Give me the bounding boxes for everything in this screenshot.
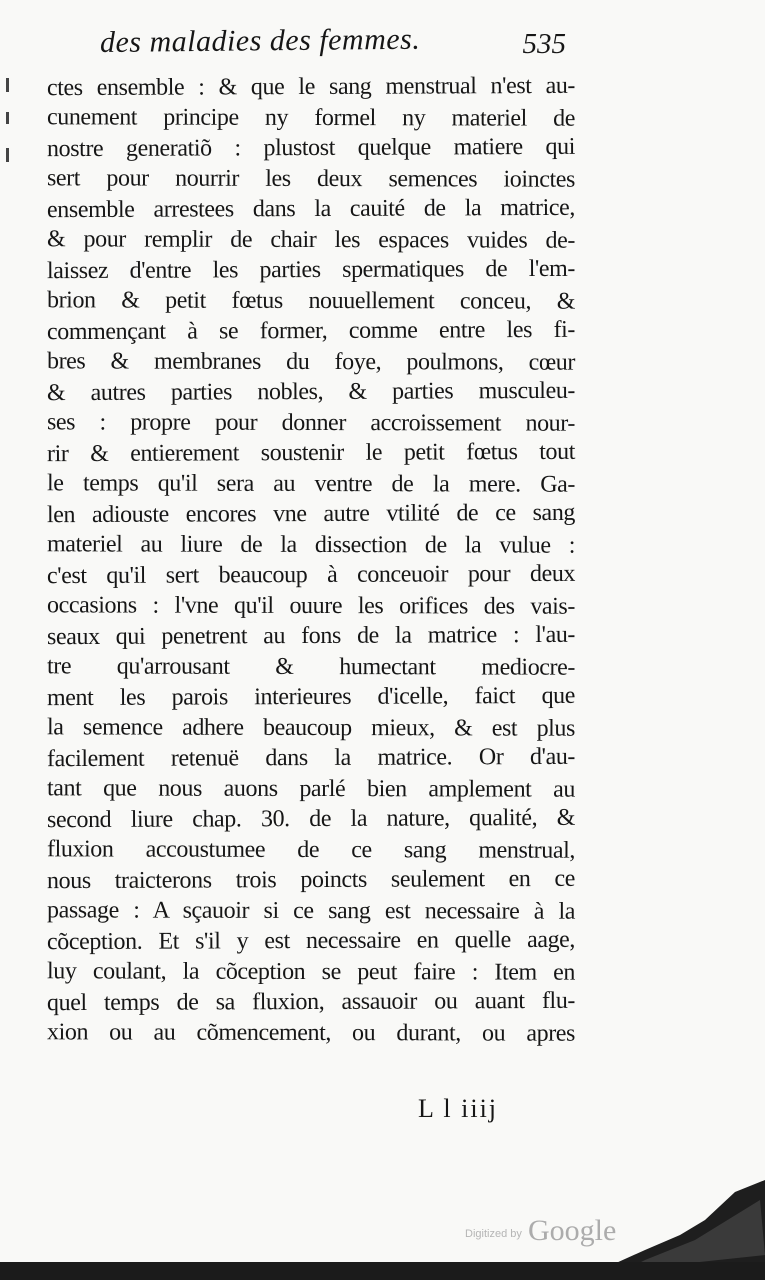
text-line: laissez d'entre les parties spermatiques de l'em- bbox=[46, 255, 576, 285]
running-head bbox=[99, 22, 566, 66]
page-number: 535 bbox=[522, 28, 566, 60]
text-line: quel temps de sa fluxion, assauoir ou auant flu- bbox=[46, 987, 576, 1017]
text-line: nous traicterons trois poincts seulement en ce bbox=[46, 865, 576, 895]
text-line: tre qu'arrousant & humectant mediocre- bbox=[46, 652, 576, 681]
text-line: sert pour nourrir les deux semences ioinctes bbox=[46, 164, 576, 193]
text-line: ment les parois interieures d'icelle, faict que bbox=[46, 682, 576, 712]
text-line: commençant à se former, comme entre les fi- bbox=[46, 316, 576, 346]
text-line: tant que nous auons parlé bien amplement au bbox=[46, 774, 576, 803]
text-line: luy coulant, la cõception se peut faire : Item en bbox=[46, 957, 576, 986]
signature-mark: L l iiij bbox=[418, 1094, 499, 1123]
text-line: bres & membranes du foye, poulmons, cœur bbox=[46, 347, 576, 376]
text-line: passage : A sçauoir si ce sang est necessaire à la bbox=[46, 896, 576, 925]
margin-mark bbox=[6, 78, 9, 92]
text-line: le temps qu'il sera au ventre de la mere. Ga- bbox=[46, 469, 576, 498]
text-line: xion ou au cõmencement, ou durant, ou apres bbox=[46, 1018, 576, 1047]
text-line: brion & petit fœtus nouuellement conceu, & bbox=[46, 286, 576, 315]
watermark-logo: Google bbox=[528, 1214, 617, 1247]
text-line: c'est qu'il sert beaucoup à conceuoir pour deux bbox=[46, 560, 576, 590]
text-line: seaux qui penetrent au fons de la matrice : l'au- bbox=[46, 621, 576, 651]
margin-marks bbox=[6, 78, 16, 168]
text-line: & pour remplir de chair les espaces vuides de- bbox=[46, 225, 576, 254]
margin-mark bbox=[6, 112, 9, 124]
text-line: ses : propre pour donner accroissement nour- bbox=[46, 408, 576, 437]
text-line: rir & entierement soustenir le petit fœtus tout bbox=[46, 438, 576, 468]
text-line: nostre generatiõ : plustost quelque matiere qui bbox=[46, 133, 576, 163]
text-line: & autres parties nobles, & parties musculeu- bbox=[46, 377, 576, 407]
text-line: materiel au liure de la dissection de la vulue : bbox=[46, 530, 576, 559]
text-line: ensemble arrestees dans la cauité de la matrice, bbox=[46, 194, 576, 224]
watermark-caption: Digitized by bbox=[465, 1228, 522, 1240]
margin-mark bbox=[6, 148, 9, 162]
text-line: ctes ensemble : & que le sang menstrual n'est au- bbox=[46, 72, 576, 102]
scan-bottom-border bbox=[0, 1262, 765, 1280]
text-line: fluxion accoustumee de ce sang menstrual, bbox=[46, 835, 576, 864]
text-line: cõception. Et s'il y est necessaire en quelle aage, bbox=[46, 926, 576, 956]
text-line: occasions : l'vne qu'il ouure les orifices des vais- bbox=[46, 591, 576, 620]
body-text bbox=[47, 72, 575, 1048]
text-line: len adiouste encores vne autre vtilité de ce sang bbox=[46, 499, 576, 529]
text-line: cunement principe ny formel ny materiel de bbox=[46, 103, 576, 132]
running-title: des maladies des femmes. bbox=[99, 22, 421, 59]
text-line: facilement retenuë dans la matrice. Or d'au- bbox=[46, 743, 576, 773]
text-line: second liure chap. 30. de la nature, qualité, & bbox=[46, 804, 576, 834]
text-line: la semence adhere beaucoup mieux, & est plus bbox=[46, 713, 576, 742]
